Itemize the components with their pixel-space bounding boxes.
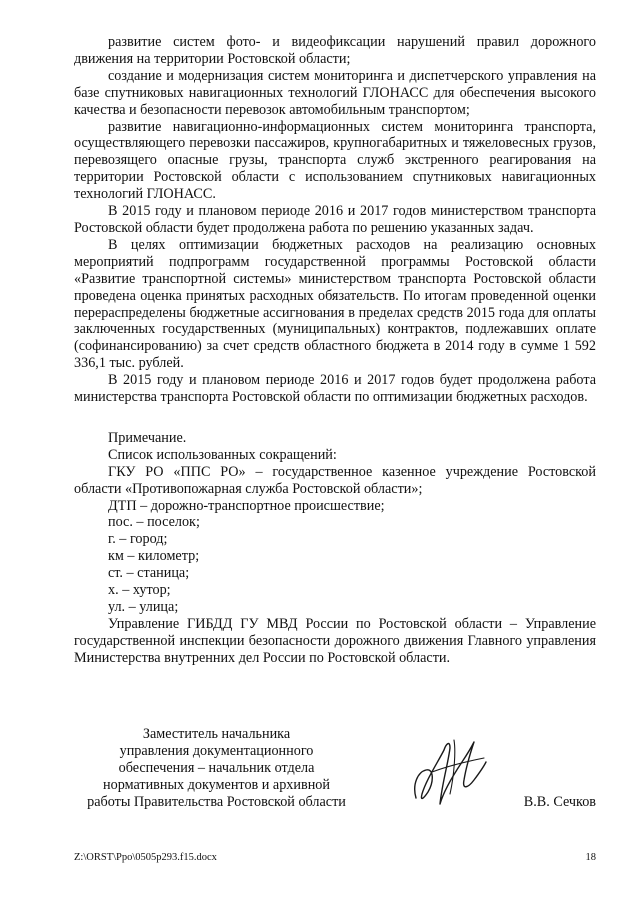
signature-block — [74, 726, 596, 816]
signatory-name: В.В. Сечков — [523, 794, 596, 810]
file-path: Z:\ORST\Ppo\0505p293.f15.docx — [74, 852, 217, 863]
notes-section — [74, 430, 596, 667]
paragraph: создание и модернизация систем мониторинга и диспетчерского управления на базе спутниковых навигационных технологий ГЛОНАСС для обеспечения высокого качества и безопасности перевозок автомобильным транспортом; — [74, 67, 596, 118]
page-number: 18 — [585, 852, 596, 863]
abbreviation-item: пос. – поселок; — [108, 514, 200, 531]
notes-heading: Примечание. — [108, 429, 187, 446]
handwritten-signature-icon — [404, 732, 494, 812]
abbreviation-item: ст. – станица; — [108, 565, 190, 582]
paragraph: В 2015 году и плановом периоде 2016 и 2017 годов будет продолжена работа министерства транспорта Ростовской области по оптимизации бюджетных расходов. — [74, 372, 596, 406]
abbreviation-item: км – километр; — [108, 548, 200, 565]
abbreviation-item: г. – город; — [108, 531, 168, 548]
abbreviation-item: ул. – улица; — [108, 599, 179, 615]
signatory-title-line: нормативных документов и архивной — [103, 776, 330, 793]
signatory-title — [74, 726, 359, 811]
abbreviations-title: Список использованных сокращений: — [108, 446, 337, 463]
signatory-title-line: управления документационного — [119, 742, 314, 759]
signatory-title-line: обеспечения – начальник отдела — [118, 759, 315, 776]
signatory-title-line: работы Правительства Ростовской области — [87, 793, 346, 810]
abbreviation-item: ДТП – дорожно-транспортное происшествие; — [108, 497, 385, 514]
paragraph: развитие навигационно-информационных систем мониторинга транспорта, осуществляющего перевозки пассажиров, крупногабаритных и тяжеловесных грузов, перевозящего опасные грузы, транспорта служб экстренного реагирования на территории Ростовской области с использованием спутниковых навигационных технологий ГЛОНАСС. — [74, 118, 596, 203]
abbreviation-item: ГКУ РО «ППС РО» – государственное казенное учреждение Ростовской области «Противопожарная служба Ростовской области»; — [74, 463, 596, 497]
paragraph: В 2015 году и плановом периоде 2016 и 2017 годов министерством транспорта Ростовской области будет продолжена работа по решению указанных задач. — [74, 203, 596, 236]
document-body — [74, 34, 596, 667]
paragraph: В целях оптимизации бюджетных расходов на реализацию основных мероприятий подпрограмм государственной программы Ростовской области «Развитие транспортной системы» министерством транспорта Ростовской области проведена оценка принятых расходных обязательств. По итогам проведенной оценки перераспределены бюджетные ассигнования в пределах средств 2015 года для оплаты заключенных государственных (муниципальных) контрактов, подлежавших оплате (софинансированию) за счет средств областного бюджета в 2014 году в сумме 1 592 336,1 тыс. рублей. — [74, 236, 596, 372]
signatory-title-line: Заместитель начальника — [142, 726, 291, 742]
paragraph: развитие систем фото- и видеофиксации нарушений правил дорожного движения на территории Ростовской области; — [74, 34, 596, 67]
abbreviation-item: Управление ГИБДД ГУ МВД России по Ростовской области – Управление государственной инспекции безопасности дорожного движения Главного управления Министерства внутренних дел России по Ростовской области. — [74, 615, 596, 666]
abbreviation-item: х. – хутор; — [108, 582, 171, 599]
